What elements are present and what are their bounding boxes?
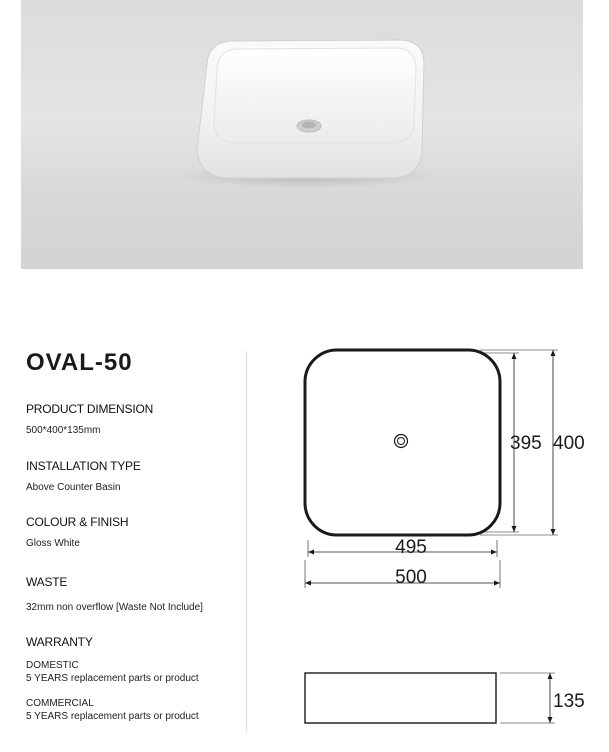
product-title: OVAL-50 [26, 349, 133, 376]
inner-depth-label: 395 [510, 433, 542, 454]
warranty-domestic-label: DOMESTIC [26, 660, 79, 671]
top-view-outline [305, 350, 500, 535]
warranty-commercial-value: 5 YEARS replacement parts or product [26, 711, 199, 722]
spec-heading: INSTALLATION TYPE [26, 459, 141, 473]
spec-heading: COLOUR & FINISH [26, 515, 129, 529]
spec-value: Above Counter Basin [26, 482, 121, 493]
warranty-domestic-value: 5 YEARS replacement parts or product [26, 673, 199, 684]
spec-heading: WASTE [26, 575, 68, 589]
spec-value: 32mm non overflow [Waste Not Include] [26, 602, 203, 613]
warranty-commercial-label: COMMERCIAL [26, 698, 94, 709]
inner-width-dimension [308, 537, 497, 558]
outer-width-label: 500 [395, 567, 427, 588]
side-view-outline [305, 673, 496, 723]
inner-width-label: 495 [395, 537, 427, 558]
spec-value: Gloss White [26, 538, 80, 549]
spec-heading: PRODUCT DIMENSION [26, 402, 154, 416]
drain-icon [395, 435, 408, 448]
inner-depth-dimension [480, 353, 542, 532]
outer-depth-label: 400 [553, 433, 585, 454]
height-dimension [500, 673, 585, 723]
spec-heading: WARRANTY [26, 635, 93, 649]
height-label: 135 [553, 691, 585, 712]
spec-value: 500*400*135mm [26, 425, 101, 436]
outer-width-dimension [305, 560, 500, 588]
